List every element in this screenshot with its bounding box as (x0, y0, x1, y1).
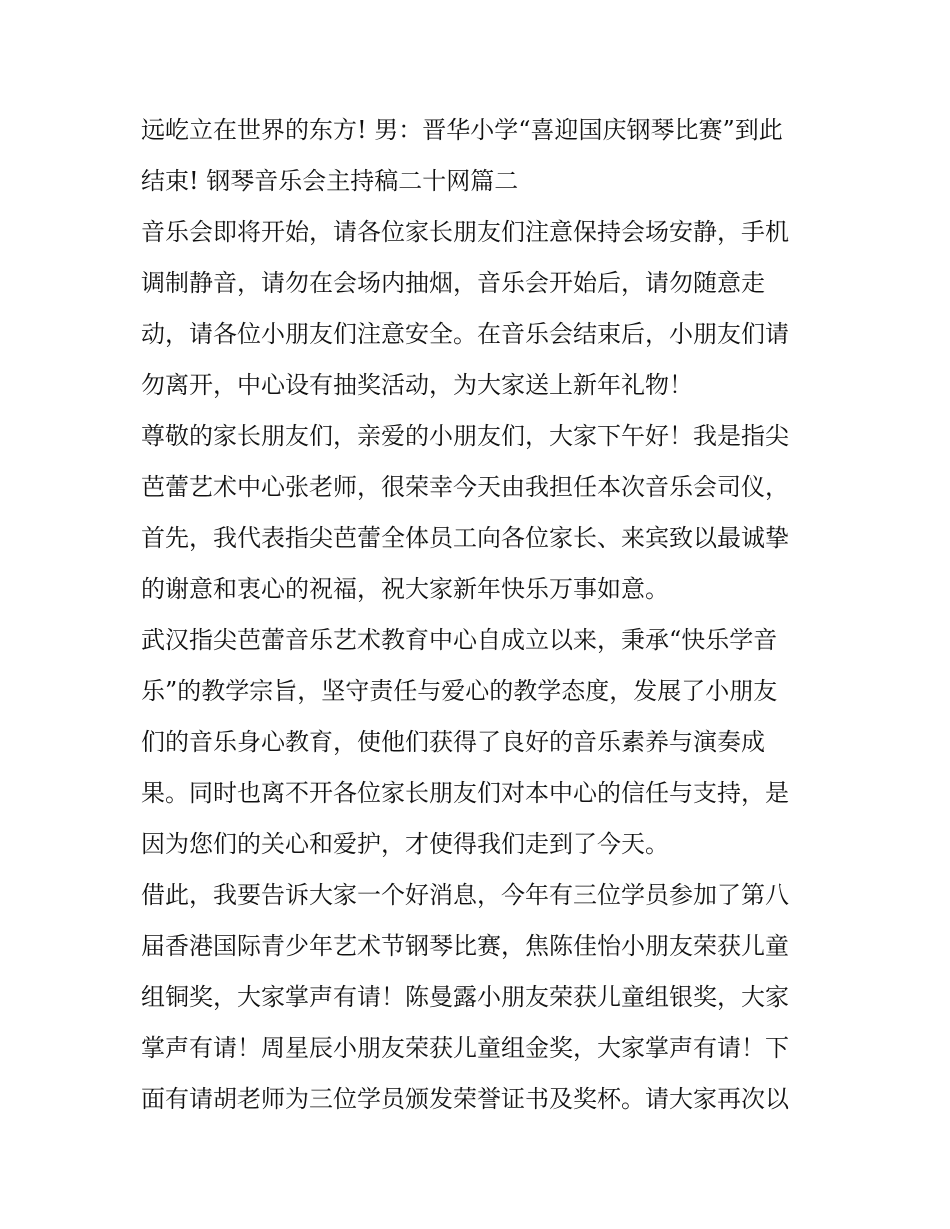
text-line: 的谢意和衷心的祝福，祝大家新年快乐万事如意。 (141, 575, 669, 603)
text-line: 掌声有请！周星辰小朋友荣获儿童组金奖，大家掌声有请！下 (141, 1034, 789, 1062)
text-line: 组铜奖，大家掌声有请！陈曼露小朋友荣获儿童组银奖，大家 (141, 983, 789, 1011)
document-body (141, 105, 821, 1125)
text-line: 届香港国际青少年艺术节钢琴比赛，焦陈佳怡小朋友荣获儿童 (141, 932, 789, 960)
text-line: 乐”的教学宗旨，坚守责任与爱心的教学态度，发展了小朋友 (141, 677, 778, 705)
text-line: 因为您们的关心和爱护，才使得我们走到了今天。 (141, 830, 669, 858)
text-line: 们的音乐身心教育，使他们获得了良好的音乐素养与演奏成 (141, 728, 765, 756)
text-line: 音乐会即将开始，请各位家长朋友们注意保持会场安静，手机 (141, 218, 789, 246)
text-line: 动，请各位小朋友们注意安全。在音乐会结束后，小朋友们请 (141, 320, 789, 348)
text-line: 远屹立在世界的东方! 男：晋华小学“喜迎国庆钢琴比赛”到此 (141, 116, 783, 144)
text-line: 武汉指尖芭蕾音乐艺术教育中心自成立以来，秉承“快乐学音 (141, 626, 778, 654)
text-line: 勿离开，中心设有抽奖活动，为大家送上新年礼物！ (141, 371, 693, 399)
text-line: 结束! 钢琴音乐会主持稿二十网篇二 (141, 167, 519, 195)
text-line: 果。同时也离不开各位家长朋友们对本中心的信任与支持，是 (141, 779, 789, 807)
text-line: 芭蕾艺术中心张老师，很荣幸今天由我担任本次音乐会司仪， (141, 473, 789, 501)
text-line: 面有请胡老师为三位学员颁发荣誉证书及奖杯。请大家再次以 (141, 1085, 789, 1113)
text-line: 借此，我要告诉大家一个好消息，今年有三位学员参加了第八 (141, 881, 789, 909)
text-line: 尊敬的家长朋友们，亲爱的小朋友们，大家下午好！我是指尖 (141, 422, 789, 450)
text-line: 调制静音，请勿在会场内抽烟，音乐会开始后，请勿随意走 (141, 269, 765, 297)
text-line: 首先，我代表指尖芭蕾全体员工向各位家长、来宾致以最诚挚 (141, 524, 789, 552)
